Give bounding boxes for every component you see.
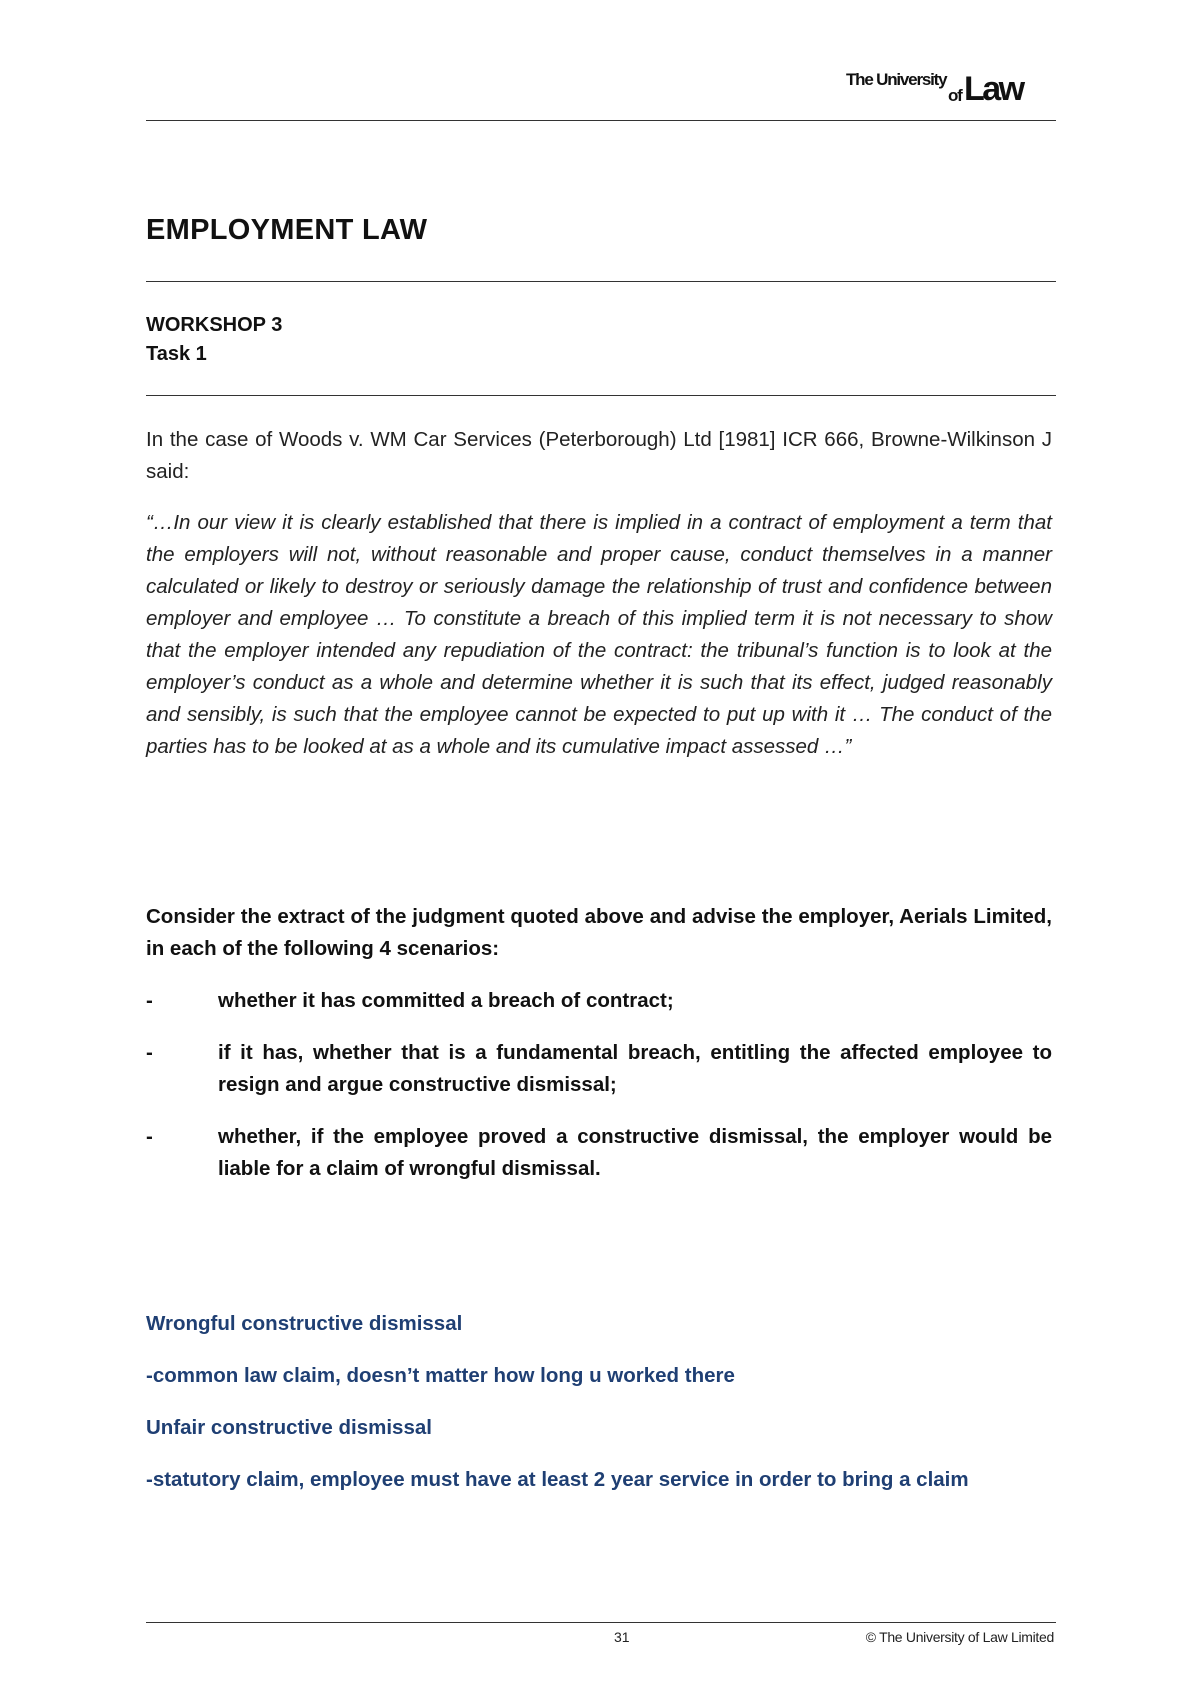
page-number: 31 — [614, 1629, 630, 1645]
note-unfair-detail: -statutory claim, employee must have at least 2 year service in order to bring a claim — [146, 1468, 969, 1491]
workshop-heading — [146, 311, 282, 369]
copyright-notice: © The University of Law Limited — [865, 1629, 1054, 1645]
note-heading-unfair: Unfair constructive dismissal — [146, 1416, 432, 1439]
judgment-quote: “…In our view it is clearly established that there is implied in a contract of employment a term that the employers will not, without reasonable and proper cause, conduct themselves in a manner calculated or likely to destroy or seriously damage the relationship of trust and confidence between employer and employee … To constitute a breach of this implied term it is not necessary to show that the employer intended any repudiation of the contract: the tribunal’s function is to look at the employer’s conduct as a whole and determine whether it is such that its effect, judged reasonably and sensibly, is such that the employee cannot be expected to put up with it … The conduct of the parties has to be looked at as a whole and its cumulative impact assessed …” — [146, 511, 1052, 758]
footer-divider — [146, 1622, 1056, 1623]
university-of-law-logo — [846, 68, 1056, 108]
scenario-questions-list — [146, 985, 1052, 1205]
bullet-dash: - — [146, 989, 153, 1012]
logo-line-1: The University — [846, 70, 947, 89]
document-page — [146, 0, 1056, 1696]
list-item — [146, 1037, 1052, 1101]
logo-line-2: of — [948, 86, 962, 105]
list-item — [146, 1121, 1052, 1185]
intro-paragraph: In the case of Woods v. WM Car Services (Peterborough) Ltd [1981] ICR 666, Browne-Wilkinson J said: — [146, 428, 1052, 483]
task-instructions: Consider the extract of the judgment quoted above and advise the employer, Aerials Limited, in each of the following 4 scenarios: — [146, 905, 1052, 960]
bullet-dash: - — [146, 1125, 153, 1148]
note-heading-wrongful: Wrongful constructive dismissal — [146, 1312, 463, 1335]
bullet-dash: - — [146, 1041, 153, 1064]
task-label: Task 1 — [146, 343, 207, 365]
page-title: EMPLOYMENT LAW — [146, 214, 428, 246]
bullet-text: whether it has committed a breach of contract; — [218, 989, 674, 1012]
bullet-text: if it has, whether that is a fundamental breach, entitling the affected employee to resign and argue constructive dismissal; — [218, 1041, 1052, 1096]
list-item — [146, 985, 1052, 1017]
task-divider — [146, 395, 1056, 396]
student-notes — [146, 1308, 1052, 1516]
logo-wordmark: Law — [964, 70, 1023, 108]
note-wrongful-detail: -common law claim, doesn’t matter how long u worked there — [146, 1364, 735, 1387]
title-divider — [146, 281, 1056, 282]
workshop-label: WORKSHOP 3 — [146, 314, 283, 336]
bullet-text: whether, if the employee proved a constructive dismissal, the employer would be liable for a claim of wrongful dismissal. — [218, 1125, 1052, 1180]
header-divider — [146, 120, 1056, 121]
